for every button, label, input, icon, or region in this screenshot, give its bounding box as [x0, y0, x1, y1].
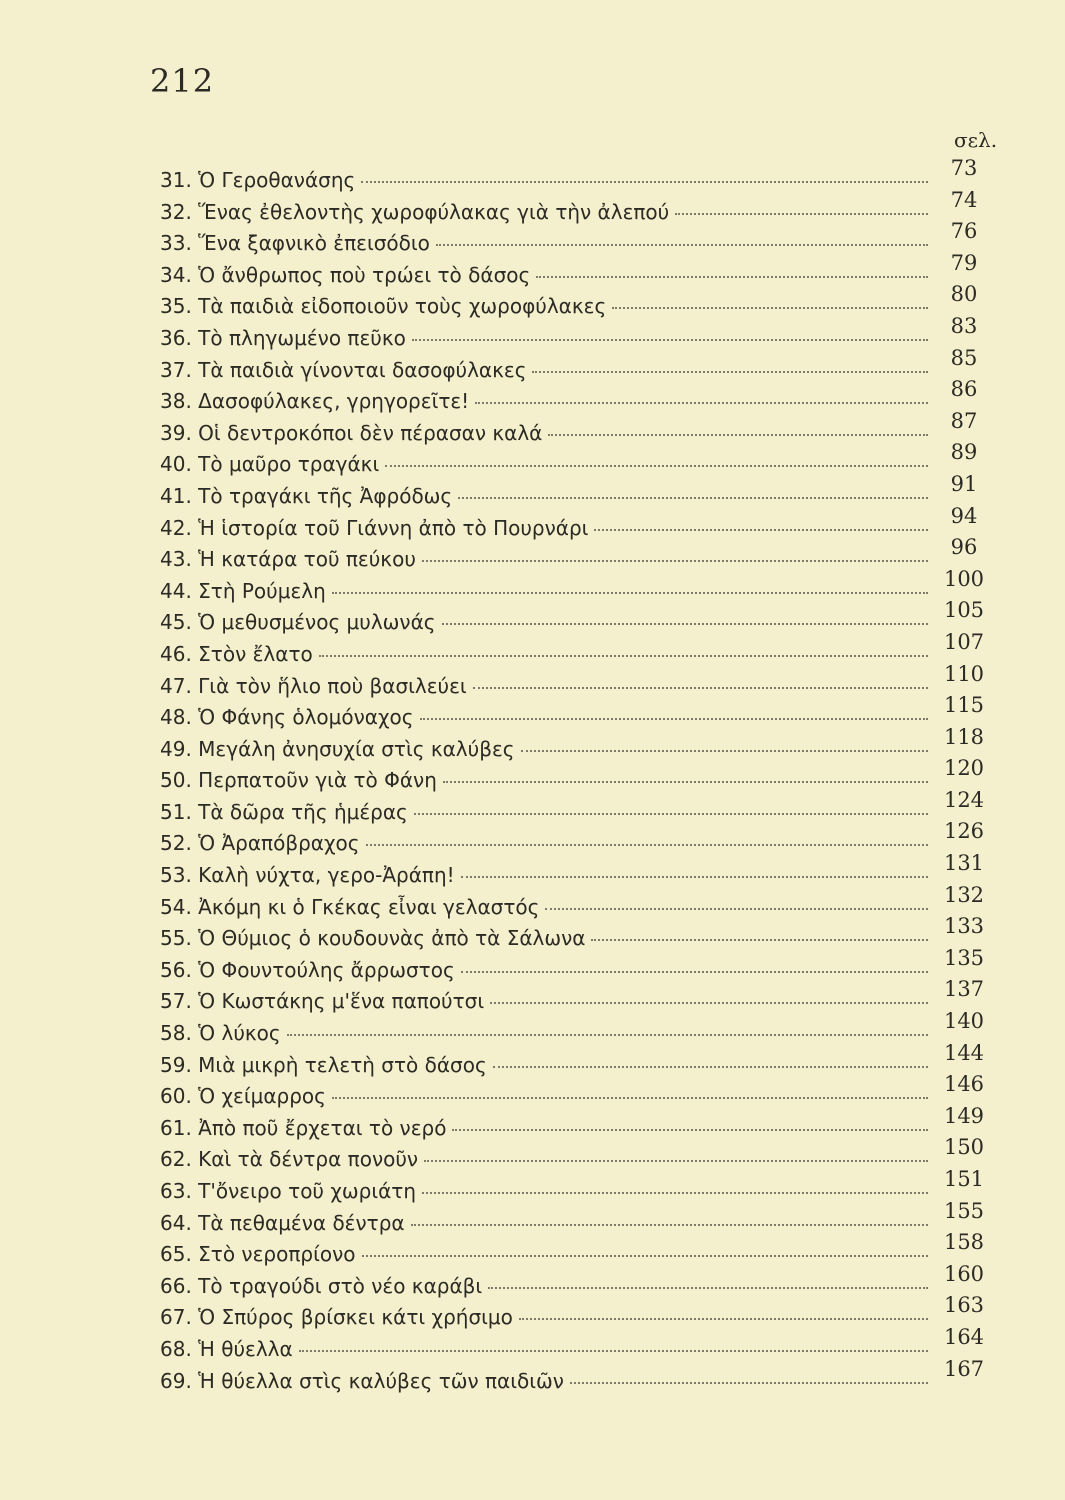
toc-entry	[160, 1167, 990, 1211]
toc-entry-page: 140	[943, 1009, 985, 1034]
toc-entry-page: 124	[943, 787, 985, 812]
toc-entry-page: 151	[943, 1167, 985, 1191]
toc-entry-page: 79	[950, 250, 978, 275]
dot-leader	[452, 1129, 928, 1131]
toc-entry-title: 65. Στὸ νεροπρίονο	[160, 1242, 356, 1267]
dot-leader	[458, 497, 928, 499]
toc-entry-page: 110	[943, 661, 985, 686]
dot-leader	[299, 1350, 928, 1352]
toc-entry	[160, 756, 990, 800]
dot-leader	[422, 1192, 928, 1194]
toc-entry-title: 44. Στὴ Ρούμελη	[160, 578, 326, 603]
toc-entry-page: 135	[943, 945, 985, 970]
toc-entry-title: 50. Περπατοῦν γιὰ τὸ Φάνη	[160, 768, 437, 793]
dot-leader	[548, 434, 928, 436]
toc-entry	[160, 1135, 990, 1179]
toc-entry	[160, 787, 990, 832]
toc-entry	[160, 1103, 990, 1148]
dot-leader	[612, 307, 928, 309]
toc-entry	[160, 914, 990, 958]
toc-entry	[160, 977, 990, 1021]
toc-entry	[160, 1261, 990, 1306]
toc-entry-title: 64. Τὰ πεθαμένα δέντρα	[160, 1210, 405, 1235]
toc-entry-title: 35. Τὰ παιδιὰ εἰδοποιοῦν τοὺς χωροφύλακες	[160, 294, 607, 319]
toc-entry	[160, 156, 990, 200]
toc-entry-title: 67. Ὁ Σπύρος βρίσκει κάτι χρήσιμο	[160, 1305, 513, 1330]
toc-entry-page: 167	[943, 1356, 985, 1381]
toc-entry	[160, 566, 990, 611]
toc-entry	[160, 1293, 990, 1337]
dot-leader	[532, 371, 928, 373]
toc-entry	[160, 377, 990, 421]
toc-entry	[160, 503, 990, 548]
toc-entry-page: 155	[943, 1198, 985, 1223]
toc-entry-title: 66. Τὸ τραγούδι στὸ νέο καράβι	[160, 1273, 483, 1298]
dot-leader	[488, 1287, 928, 1289]
dot-leader	[443, 781, 928, 783]
dot-leader	[519, 1318, 928, 1320]
dot-leader	[461, 876, 928, 878]
dot-leader	[414, 813, 928, 815]
dot-leader	[366, 844, 929, 846]
toc-entry-title: 34. Ὁ ἄνθρωπος ποὺ τρώει τὸ δάσος	[160, 262, 531, 287]
toc-entry	[160, 471, 990, 516]
dot-leader	[319, 655, 928, 657]
toc-entry-page: 132	[943, 882, 985, 907]
toc-entry-page: 115	[943, 693, 985, 718]
toc-entry-page: 96	[950, 535, 978, 560]
toc-entry-page: 137	[943, 977, 985, 1002]
toc-entry	[160, 535, 990, 579]
toc-entry	[160, 345, 990, 390]
toc-entry-title: 58. Ὁ λύκος	[160, 1021, 281, 1046]
dot-leader	[361, 181, 928, 183]
dot-leader	[422, 560, 928, 562]
toc-entry-title: 45. Ὁ μεθυσμένος μυλωνάς	[160, 610, 436, 635]
toc-entry-title: 40. Τὸ μαῦρο τραγάκι	[160, 452, 380, 477]
toc-entry	[160, 945, 990, 990]
dot-leader	[473, 687, 928, 689]
toc-entry-page: 107	[943, 629, 985, 654]
toc-entry-page: 163	[943, 1293, 985, 1318]
dot-leader	[493, 1066, 928, 1068]
toc-entry-page: 105	[943, 598, 985, 623]
toc-entry-title: 56. Ὁ Φουντούλης ἄρρωστος	[160, 957, 455, 982]
dot-leader	[442, 623, 928, 625]
dot-leader	[436, 244, 928, 246]
toc-entry-title: 49. Μεγάλη ἀνησυχία στὶς καλύβες	[160, 736, 515, 761]
toc-entry-title: 47. Γιὰ τὸν ἥλιο ποὺ βασιλεύει	[160, 673, 467, 698]
dot-leader	[591, 939, 928, 941]
toc-entry	[160, 819, 990, 863]
dot-leader	[475, 402, 928, 404]
toc-entry-title: 62. Καὶ τὰ δέντρα πονοῦν	[160, 1147, 419, 1172]
toc-entry-page: 100	[943, 566, 985, 591]
dot-leader	[536, 276, 928, 278]
dot-leader	[362, 1255, 929, 1257]
dot-leader	[385, 465, 928, 467]
toc-entry-page: 91	[950, 471, 978, 496]
toc-entry-title: 36. Τὸ πληγωμένο πεῦκο	[160, 325, 406, 350]
toc-entry-page: 118	[943, 724, 985, 749]
toc-entry-page: 74	[950, 187, 978, 212]
toc-entry-title: 61. Ἀπὸ ποῦ ἔρχεται τὸ νερό	[160, 1115, 447, 1140]
dot-leader	[411, 1224, 928, 1226]
toc-entry-title: 51. Τὰ δῶρα τῆς ἡμέρας	[160, 799, 408, 824]
toc-entry	[160, 1072, 990, 1116]
toc-entry-title: 33. Ἕνα ξαφνικὸ ἐπεισόδιο	[160, 231, 430, 256]
toc-entry	[160, 693, 990, 737]
dot-leader	[332, 592, 928, 594]
toc-entry	[160, 851, 990, 895]
toc-entry-title: 38. Δασοφύλακες, γρηγορεῖτε!	[160, 389, 470, 414]
toc-entry-title: 69. Ἡ θύελλα στὶς καλύβες τῶν παιδιῶν	[160, 1368, 564, 1393]
toc-entry-page: 80	[950, 282, 978, 307]
toc-entry	[160, 882, 990, 927]
toc-entry-title: 55. Ὁ Θύμιος ὁ κουδουνὰς ἀπὸ τὰ Σάλωνα	[160, 926, 586, 951]
dot-leader	[332, 1097, 928, 1099]
dot-leader	[570, 1382, 928, 1384]
toc-entry-title: 39. Οἱ δεντροκόποι δὲν πέρασαν καλά	[160, 420, 543, 445]
toc-entry	[160, 629, 990, 674]
toc-entry-page: 150	[943, 1135, 985, 1160]
toc-entry-page: 89	[950, 440, 978, 465]
dot-leader	[521, 750, 928, 752]
dot-leader	[412, 339, 928, 341]
toc-entry-page: 94	[950, 503, 978, 528]
toc-entry	[160, 1040, 990, 1085]
toc-entry-title: 46. Στὸν ἔλατο	[160, 641, 313, 666]
toc-entry	[160, 313, 990, 358]
toc-entry-page: 85	[950, 345, 978, 370]
toc-entry-page: 126	[943, 819, 985, 844]
toc-entry-page: 146	[943, 1072, 985, 1097]
toc-entry-title: 53. Καλὴ νύχτα, γερο-Ἀράπη!	[160, 863, 455, 888]
toc-entry	[160, 187, 990, 232]
toc-entry-page: 86	[950, 377, 978, 402]
toc-entry-page: 87	[950, 408, 978, 433]
dot-leader	[675, 213, 928, 215]
toc-entry-title: 57. Ὁ Κωστάκης μ'ἕνα παπούτσι	[160, 989, 485, 1014]
dot-leader	[461, 971, 928, 973]
toc-entry-page: 133	[943, 914, 985, 939]
dot-leader	[594, 529, 928, 531]
toc-entry-title: 42. Ἡ ἱστορία τοῦ Γιάννη ἀπὸ τὸ Πουρνάρι	[160, 515, 589, 540]
toc-entry-title: 41. Τὸ τραγάκι τῆς Ἀφρόδως	[160, 483, 453, 508]
toc-entry	[160, 724, 990, 769]
dot-leader	[420, 718, 928, 720]
page-column-label: σελ.	[954, 128, 998, 152]
toc-entry-page: 144	[943, 1040, 985, 1065]
toc-entry-page: 73	[950, 156, 978, 180]
dot-leader	[545, 908, 928, 910]
toc-entry-title: 63. Τ'ὄνειρο τοῦ χωριάτη	[160, 1179, 417, 1203]
toc-entry-page: 76	[950, 219, 978, 244]
toc-entry	[160, 1009, 990, 1053]
toc-entry-title: 37. Τὰ παιδιὰ γίνονται δασοφύλακες	[160, 357, 527, 382]
dot-leader	[424, 1160, 928, 1162]
toc-entry-page: 149	[943, 1103, 985, 1128]
toc-entry	[160, 661, 990, 706]
dot-leader	[490, 1002, 928, 1004]
toc-entry-page: 164	[943, 1324, 985, 1349]
toc-entry	[160, 1230, 990, 1274]
toc-entry-title: 59. Μιὰ μικρὴ τελετὴ στὸ δάσος	[160, 1052, 487, 1077]
toc-entry-title: 43. Ἡ κατάρα τοῦ πεύκου	[160, 547, 416, 572]
toc-entry-page: 160	[943, 1261, 985, 1286]
toc-entry-page: 83	[950, 313, 978, 338]
toc-entry	[160, 440, 990, 484]
toc-entry-page: 120	[943, 756, 985, 781]
table-of-contents	[160, 156, 990, 1400]
toc-entry-page: 131	[943, 851, 985, 876]
toc-entry-title: 52. Ὁ Ἀραπόβραχος	[160, 831, 360, 856]
toc-entry	[160, 598, 990, 642]
toc-entry-title: 68. Ἡ θύελλα	[160, 1336, 293, 1361]
toc-entry	[160, 1324, 990, 1369]
toc-entry	[160, 250, 990, 295]
page-number: 212	[150, 62, 215, 100]
toc-entry	[160, 1198, 990, 1243]
toc-entry-title: 54. Ἀκόμη κι ὁ Γκέκας εἶναι γελαστός	[160, 894, 540, 919]
toc-entry	[160, 408, 990, 453]
toc-entry	[160, 219, 990, 263]
dot-leader	[287, 1034, 928, 1036]
toc-entry-page: 158	[943, 1230, 985, 1255]
toc-entry-title: 60. Ὁ χείμαρρος	[160, 1084, 326, 1109]
toc-entry-title: 48. Ὁ Φάνης ὁλομόναχος	[160, 705, 414, 730]
toc-entry	[160, 1356, 990, 1401]
toc-entry-title: 31. Ὁ Γεροθανάσης	[160, 168, 356, 192]
toc-entry	[160, 282, 990, 326]
toc-entry-title: 32. Ἕνας ἐθελοντὴς χωροφύλακας γιὰ τὴν ἀλεπού	[160, 199, 670, 224]
